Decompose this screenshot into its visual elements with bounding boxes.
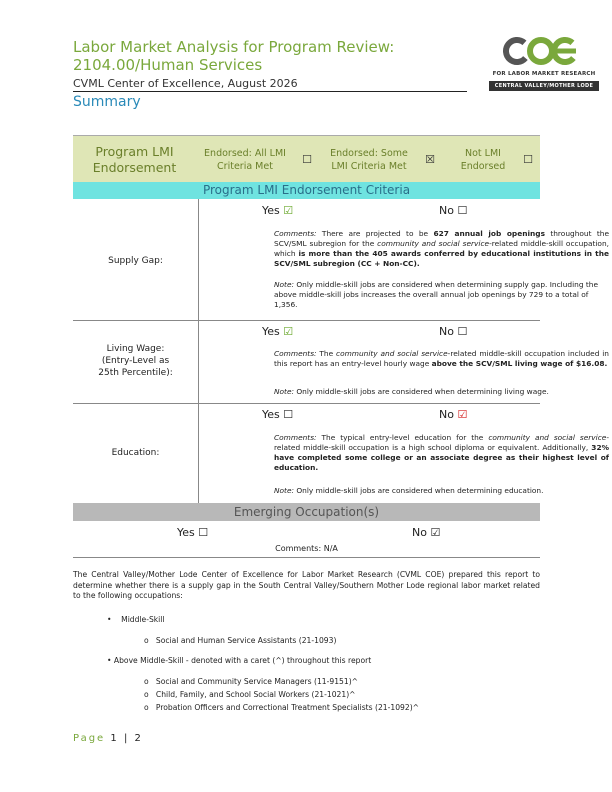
list-item-above-middle-skill bbox=[107, 656, 371, 666]
supply-gap-no-label: No bbox=[439, 204, 454, 217]
note-text: Only middle-skill jobs are considered when determining education. bbox=[294, 486, 544, 495]
emerging-yes-label: Yes bbox=[177, 526, 195, 539]
comment-bold: above the SCV/SML living wage of $16.08. bbox=[431, 359, 608, 368]
endorsement-all-checkbox[interactable]: ☐ bbox=[302, 153, 312, 166]
coe-logo bbox=[489, 34, 599, 94]
comment-bold: 627 annual job openings bbox=[433, 229, 545, 238]
bullet-icon: • bbox=[107, 615, 122, 624]
supply-gap-comments bbox=[274, 229, 609, 269]
emerging-yes-checkbox[interactable]: ☐ bbox=[198, 526, 209, 539]
education-yes-label: Yes bbox=[262, 408, 280, 421]
list-item-label: Child, Family, and School Social Workers (21-1021)^ bbox=[155, 690, 356, 699]
supply-gap-yes-label: Yes bbox=[262, 204, 280, 217]
education-no bbox=[439, 408, 467, 421]
list-item-occupation bbox=[144, 636, 336, 646]
supply-gap-no bbox=[439, 204, 467, 217]
endorsement-option-all: Endorsed: All LMI Criteria Met bbox=[204, 147, 286, 172]
living-wage-yes-checkbox[interactable]: ☑ bbox=[283, 325, 294, 338]
list-item-middle-skill bbox=[107, 615, 165, 625]
report-title-line-2: 2104.00/Human Services bbox=[73, 56, 263, 74]
circle-bullet-icon: o bbox=[144, 690, 156, 699]
list-item-label: Middle-Skill bbox=[121, 615, 165, 624]
living-wage-no bbox=[439, 325, 467, 338]
supply-gap-yes-checkbox[interactable]: ☑ bbox=[283, 204, 294, 217]
living-wage-label-line: (Entry-Level as bbox=[101, 356, 170, 366]
living-wage-no-label: No bbox=[439, 325, 454, 338]
report-title bbox=[73, 38, 394, 74]
list-item-label: Above Middle-Skill - denoted with a caret (^) throughout this report bbox=[113, 656, 372, 665]
list-item-occupation bbox=[144, 703, 419, 713]
logo-region-bar: CENTRAL VALLEY/MOTHER LODE bbox=[489, 81, 599, 91]
comment-text: -related middle-skill occupation, which bbox=[274, 239, 609, 258]
endorsement-label: Program LMI Endorsement bbox=[92, 143, 177, 175]
note-label: Note: bbox=[274, 387, 294, 396]
comment-text: The bbox=[316, 349, 336, 358]
endorsement-option-not: Not LMI Endorsed bbox=[460, 147, 506, 172]
emerging-comments: Comments: N/A bbox=[275, 544, 338, 553]
comment-text: -related middle-skill occupation included in this report has an entry-level hourly wage bbox=[274, 349, 609, 368]
page-word: Page bbox=[73, 733, 106, 744]
living-wage-comments bbox=[274, 349, 609, 369]
supply-gap-note bbox=[274, 280, 609, 310]
coe-wordmark-icon bbox=[489, 34, 599, 68]
emerging-yes bbox=[177, 526, 208, 539]
endorsement-option-some: Endorsed: Some LMI Criteria Met bbox=[330, 147, 408, 172]
logo-tagline: FOR LABOR MARKET RESEARCH bbox=[492, 71, 596, 77]
intro-paragraph: The Central Valley/Mother Lode Center of Excellence for Labor Market Research (CVML COE) prepared this report to determine whether there is a supply gap in the South Central Valley/Southern Mother Lode regional labor market related to the following occupations: bbox=[73, 570, 540, 600]
living-wage-label-line: Living Wage: bbox=[106, 344, 165, 354]
note-text: Only middle-skill jobs are considered when determining living wage. bbox=[294, 387, 549, 396]
comment-text: throughout the SCV/SML subregion for the bbox=[274, 229, 609, 248]
comment-text: -related middle-skill occupation is a high school diploma or equivalent. Additionally, bbox=[274, 433, 609, 452]
supply-gap-yes bbox=[262, 204, 293, 217]
endorsement-not-checkbox[interactable]: ☐ bbox=[523, 153, 533, 166]
page-total: 2 bbox=[134, 733, 143, 744]
list-item-occupation bbox=[144, 677, 358, 687]
living-wage-yes bbox=[262, 325, 293, 338]
list-item-label: Social and Human Service Assistants (21-1093) bbox=[155, 636, 337, 645]
supply-gap-no-checkbox[interactable]: ☐ bbox=[457, 204, 468, 217]
education-note bbox=[274, 486, 609, 496]
circle-bullet-icon: o bbox=[144, 677, 156, 686]
education-yes bbox=[262, 408, 293, 421]
education-no-label: No bbox=[439, 408, 454, 421]
note-label: Note: bbox=[274, 280, 294, 289]
header-divider bbox=[73, 91, 467, 92]
circle-bullet-icon: o bbox=[144, 703, 156, 712]
education-label: Education: bbox=[111, 448, 160, 458]
education-yes-checkbox[interactable]: ☐ bbox=[283, 408, 294, 421]
comments-label: Comments: bbox=[274, 433, 317, 442]
note-text: Only middle-skill jobs are considered when determining supply gap. Including the above middle-skill jobs increases the overall annual job openings by 729 to a total of 1,356. bbox=[274, 280, 598, 309]
comment-italic: community and social service bbox=[336, 349, 448, 358]
emerging-no bbox=[412, 526, 440, 539]
living-wage-label-line: 25th Percentile): bbox=[98, 368, 173, 378]
supply-gap-content bbox=[198, 199, 609, 320]
list-item-label: Probation Officers and Correctional Treatment Specialists (21-1092)^ bbox=[155, 703, 420, 712]
education-no-checkbox[interactable]: ☑ bbox=[457, 408, 468, 421]
comment-italic: community and social service bbox=[488, 433, 607, 442]
living-wage-no-checkbox[interactable]: ☐ bbox=[457, 325, 468, 338]
comments-label: Comments: bbox=[274, 349, 317, 358]
bullet-icon: • bbox=[107, 656, 114, 665]
page-footer bbox=[73, 733, 143, 744]
comment-text: There are projected to be bbox=[316, 229, 434, 238]
endorsement-row bbox=[73, 135, 540, 184]
living-wage-note bbox=[274, 387, 609, 397]
comment-italic: community and social service bbox=[377, 239, 490, 248]
note-label: Note: bbox=[274, 486, 294, 495]
emerging-band: Emerging Occupation(s) bbox=[73, 503, 540, 521]
supply-gap-label: Supply Gap: bbox=[108, 256, 163, 266]
criteria-band: Program LMI Endorsement Criteria bbox=[73, 182, 540, 199]
endorsement-some-checkbox[interactable]: ☒ bbox=[425, 153, 435, 166]
report-title-line-1: Labor Market Analysis for Program Review: bbox=[73, 38, 395, 56]
section-heading-summary: Summary bbox=[73, 94, 141, 110]
living-wage-content bbox=[198, 320, 609, 403]
page-number: 1 bbox=[110, 733, 119, 744]
emerging-no-label: No bbox=[412, 526, 427, 539]
comment-text: The typical entry-level education for the bbox=[316, 433, 489, 442]
living-wage-label bbox=[73, 343, 198, 379]
comments-label: Comments: bbox=[274, 229, 317, 238]
living-wage-section bbox=[73, 320, 609, 404]
education-comments bbox=[274, 433, 609, 473]
list-item-occupation bbox=[144, 690, 356, 700]
comment-bold: is more than the 405 awards conferred by educational institutions in the SCV/SML subregion (CC + Non-CC). bbox=[274, 249, 609, 268]
report-subtitle: CVML Center of Excellence, August 2026 bbox=[73, 77, 298, 90]
supply-gap-section bbox=[73, 199, 609, 321]
list-item-label: Social and Community Service Managers (11-9151)^ bbox=[155, 677, 359, 686]
emerging-section bbox=[73, 521, 540, 558]
education-content bbox=[198, 403, 609, 503]
education-section bbox=[73, 403, 609, 503]
living-wage-yes-label: Yes bbox=[262, 325, 280, 338]
comment-bold: 32% have completed some college or an associate degree as their highest level of education. bbox=[274, 443, 609, 472]
circle-bullet-icon: o bbox=[144, 636, 156, 645]
page-separator: | bbox=[123, 733, 130, 744]
emerging-no-checkbox[interactable]: ☑ bbox=[430, 526, 441, 539]
